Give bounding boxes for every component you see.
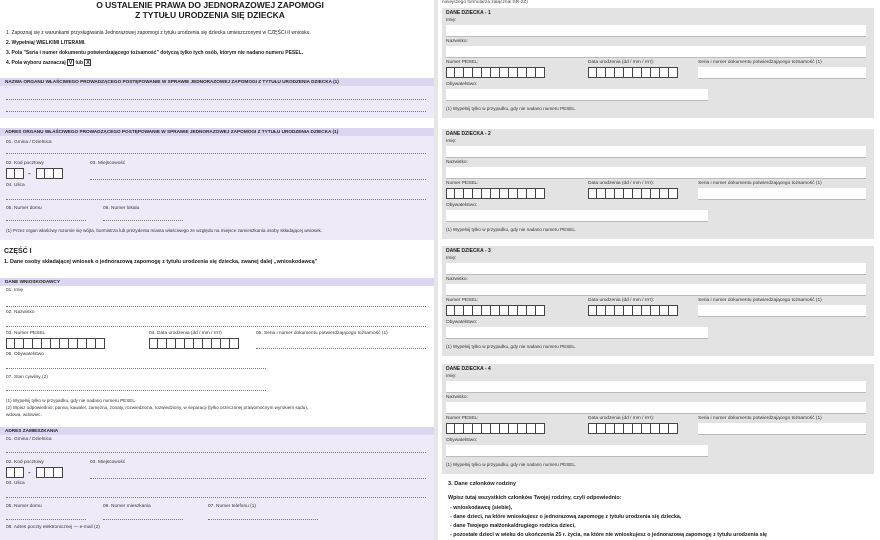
checkbox-example-cross: X — [86, 60, 90, 66]
part-1-heading: CZĘŚĆ I — [4, 248, 32, 255]
child-obyw-field[interactable] — [446, 89, 708, 101]
child-imie-label: Imię: — [446, 139, 457, 144]
top-note: niniejszego formularza załącznik SR-2Z) — [442, 0, 528, 5]
instruction-4 — [6, 59, 91, 66]
residence-nr-mieszkania-field[interactable] — [103, 519, 183, 520]
organ-name-line-1[interactable] — [6, 99, 426, 100]
title-line-1: O USTALENIE PRAWA DO JEDNORAZOWEJ ZAPOMOGI — [96, 0, 324, 10]
child-pesel-cells[interactable] — [446, 188, 545, 199]
applicant-data-ur-cells[interactable] — [149, 338, 239, 349]
applicant-pesel-cells[interactable] — [6, 338, 105, 349]
organ-gmina-label: 01. Gmina / Dzielnica — [6, 140, 52, 145]
applicant-stan-label: 07. Stan cywilny (2) — [6, 375, 48, 380]
organ-nr-lokalu-field[interactable] — [103, 220, 183, 221]
applicant-seria-field[interactable] — [256, 348, 426, 349]
family-heading: 3. Dane członków rodziny — [448, 481, 517, 487]
residence-ulica-label: 04. Ulica — [6, 481, 25, 486]
child-seria-label: Seria i numer dokumentu potwierdzającego tożsamość (1) — [698, 60, 822, 65]
child-seria-field[interactable] — [698, 67, 866, 79]
form-page-right — [438, 0, 880, 540]
child-obyw-label: Obywatelstwo: — [446, 320, 478, 325]
organ-nr-domu-field[interactable] — [6, 220, 86, 221]
child-seria-label: Seria i numer dokumentu potwierdzającego tożsamość (1) — [698, 181, 822, 186]
applicant-obywatelstwo-label: 06. Obywatelstwo — [6, 352, 44, 357]
child-pesel-label: Numer PESEL: — [446, 416, 479, 421]
organ-kod-label: 02. Kod pocztowy — [6, 161, 44, 166]
child-title: DANE DZIECKA - 2 — [446, 131, 491, 137]
child-panel-4 — [442, 364, 874, 474]
child-nazwisko-field[interactable] — [446, 402, 866, 414]
applicant-seria-label: 05. Seria i numer dokumentu potwierdzającego tożsamość (1) — [256, 331, 388, 336]
title-line-2: Z TYTUŁU URODZENIA SIĘ DZIECKA — [135, 10, 285, 20]
applicant-nazwisko-label: 02. Nazwisko — [6, 310, 35, 315]
child-data-label: Data urodzenia (dd / mm / rrrr): — [588, 181, 655, 186]
child-pesel-cells[interactable] — [446, 305, 545, 316]
family-item-4: - pozostałe dzieci w wieku do ukończenia 25 r. życia, na które nie wnioskujesz o jednorazową zapomogę z tytułu urodzenia się — [450, 532, 768, 538]
residence-miejscowosc-field[interactable] — [90, 478, 426, 479]
residence-kod-label: 02. Kod pocztowy — [6, 460, 44, 465]
applicant-imie-field[interactable] — [6, 306, 426, 307]
child-seria-field[interactable] — [698, 423, 866, 435]
child-data-cells[interactable] — [588, 188, 678, 199]
child-pesel-cells[interactable] — [446, 423, 545, 434]
residence-nr-domu-field[interactable] — [6, 519, 86, 520]
child-nazwisko-label: Nazwisko: — [446, 39, 468, 44]
child-imie-field[interactable] — [446, 381, 866, 393]
part-1-subheading: 1. Dane osoby składającej wniosek o jednorazową zapomogę z tytułu urodzenia się dziecka, zwanej dalej „wnioskodawcą” — [4, 259, 318, 265]
residence-gmina-label: 01. Gmina / Dzielnica — [6, 437, 52, 442]
child-imie-label: Imię: — [446, 18, 457, 23]
child-obyw-label: Obywatelstwo: — [446, 203, 478, 208]
child-data-cells[interactable] — [588, 67, 678, 78]
organ-name-section — [0, 86, 434, 118]
organ-gmina-field[interactable] — [6, 153, 426, 154]
residence-gmina-field[interactable] — [6, 452, 426, 453]
child-obyw-field[interactable] — [446, 327, 708, 339]
applicant-note-1: (1) Wypełnij tylko w przypadku, gdy nie nadano numeru PESEL. — [6, 398, 137, 403]
child-nazwisko-label: Nazwisko: — [446, 160, 468, 165]
family-intro: Wpisz tutaj wszystkich członków Twojej rodziny, czyli odpowiednio: — [448, 495, 622, 501]
child-seria-field[interactable] — [698, 188, 866, 200]
child-data-label: Data urodzenia (dd / mm / rrrr): — [588, 416, 655, 421]
organ-address-band: ADRES ORGANU WŁAŚCIWEGO PROWADZĄCEGO POSTĘPOWANIE W SPRAWIE JEDNORAZOWEJ ZAPOMOGI Z TYTUŁU URODZENIA DZIECKA (1) — [0, 128, 434, 136]
child-nazwisko-field[interactable] — [446, 167, 866, 179]
organ-footnote: (1) Przez organ właściwy rozumie się wójta, burmistrza lub prezydenta miasta właściwego ze względu na miejsce zamieszkania osoby składającej wniosek. — [6, 228, 323, 233]
residence-band: ADRES ZAMIESZKANIA — [0, 427, 434, 435]
applicant-imie-label: 01. Imię — [6, 288, 24, 293]
child-pesel-label: Numer PESEL: — [446, 60, 479, 65]
child-imie-field[interactable] — [446, 25, 866, 37]
residence-kod-part1[interactable] — [6, 467, 24, 478]
form-title — [80, 0, 340, 20]
child-nazwisko-label: Nazwisko: — [446, 277, 468, 282]
organ-name-line-2[interactable] — [6, 111, 426, 112]
organ-miejscowosc-field[interactable] — [90, 179, 426, 180]
family-item-1: - wnioskodawcę (siebie), — [450, 505, 513, 511]
child-title: DANE DZIECKA - 1 — [446, 10, 491, 16]
child-pesel-label: Numer PESEL: — [446, 298, 479, 303]
child-data-cells[interactable] — [588, 305, 678, 316]
organ-nr-lokalu-label: 06. Numer lokalu — [103, 206, 140, 211]
residence-telefon-field[interactable] — [208, 519, 318, 520]
organ-kod-part1[interactable] — [6, 168, 24, 179]
child-seria-label: Seria i numer dokumentu potwierdzającego tożsamość (1) — [698, 416, 822, 421]
applicant-note-2: (2) Wpisz odpowiednio: panna, kawaler, zamężna, żonaty, rozwiedziona, rozwiedziony, w separacji (tylko orzeczonej prawomocnym wyrokiem sądu), — [6, 405, 309, 410]
organ-ulica-field[interactable] — [6, 199, 426, 200]
residence-ulica-field[interactable] — [6, 497, 426, 498]
residence-nr-domu-label: 05. Numer domu — [6, 504, 42, 509]
child-note: (1) Wypełnij tylko w przypadku, gdy nie nadano numeru PESEL. — [446, 227, 577, 232]
child-pesel-label: Numer PESEL: — [446, 181, 479, 186]
checkbox-example-or: lub — [75, 59, 84, 66]
child-seria-field[interactable] — [698, 305, 866, 317]
residence-section — [0, 435, 434, 540]
applicant-nazwisko-field[interactable] — [6, 326, 426, 327]
child-note: (1) Wypełnij tylko w przypadku, gdy nie nadano numeru PESEL. — [446, 462, 577, 467]
applicant-pesel-label: 03. Numer PESEL — [6, 331, 46, 336]
residence-kod-dash: - — [28, 468, 31, 477]
child-panel-2 — [442, 129, 874, 239]
kod-dash: - — [28, 169, 31, 178]
child-panel-3 — [442, 246, 874, 356]
family-item-3: - dane Twojego małżonka/drugiego rodzica dzieci, — [450, 523, 576, 529]
residence-email-label: 08. Adres poczty elektronicznej — e-mail (2) — [6, 525, 100, 530]
child-data-label: Data urodzenia (dd / mm / rrrr): — [588, 60, 655, 65]
form-page-left — [0, 0, 434, 540]
residence-telefon-label: 07. Numer telefonu (1) — [208, 504, 256, 509]
child-note: (1) Wypełnij tylko w przypadku, gdy nie nadano numeru PESEL. — [446, 106, 577, 111]
organ-kod-part2[interactable] — [36, 168, 63, 179]
child-data-label: Data urodzenia (dd / mm / rrrr): — [588, 298, 655, 303]
child-obyw-label: Obywatelstwo: — [446, 438, 478, 443]
child-pesel-cells[interactable] — [446, 67, 545, 78]
child-panel-1 — [442, 8, 874, 118]
residence-miejscowosc-label: 03. Miejscowość — [90, 460, 126, 465]
applicant-obywatelstwo-field[interactable] — [6, 368, 266, 369]
organ-name-band: NAZWA ORGANU WŁAŚCIWEGO PROWADZĄCEGO POSTĘPOWANIE W SPRAWIE JEDNORAZOWEJ ZAPOMOGI Z TYTUŁU URODZENIA DZIECKA (1) — [0, 78, 434, 86]
organ-miejscowosc-label: 03. Miejscowość — [90, 161, 126, 166]
child-note: (1) Wypełnij tylko w przypadku, gdy nie nadano numeru PESEL. — [446, 344, 577, 349]
applicant-section — [0, 286, 434, 426]
family-item-2: - dane dzieci, na które wnioskujesz o jednorazową zapomogę z tytułu urodzenia się dziecka, — [450, 514, 682, 520]
instruction-2: 2. Wypełniaj WIELKIMI LITERAMI. — [6, 40, 86, 46]
child-imie-label: Imię: — [446, 374, 457, 379]
checkbox-example-check: V — [68, 60, 73, 66]
organ-address-section — [0, 136, 434, 240]
instruction-1: 1. Zapoznaj się z warunkami przysługiwania Jednorazowej zapomogi z tytułu urodzenia się dziecka umieszczonymi w CZĘŚCI II wniosku. — [6, 30, 311, 36]
residence-kod-part2[interactable] — [36, 467, 63, 478]
child-obyw-label: Obywatelstwo: — [446, 82, 478, 87]
child-obyw-field[interactable] — [446, 445, 708, 457]
child-title: DANE DZIECKA - 3 — [446, 248, 491, 254]
child-seria-label: Seria i numer dokumentu potwierdzającego tożsamość (1) — [698, 298, 822, 303]
applicant-note-3: wdowa, wdowiec. — [6, 412, 42, 417]
child-imie-field[interactable] — [446, 146, 866, 158]
child-nazwisko-field[interactable] — [446, 284, 866, 296]
instruction-3: 3. Pola "Seria i numer dokumentu potwierdzającego tożsamość" dotyczą tylko tych osób, którym nie nadano numeru PESEL. — [6, 50, 304, 56]
applicant-data-ur-label: 04. Data urodzenia (dd / mm / rrrr) — [149, 331, 222, 336]
child-nazwisko-field[interactable] — [446, 46, 866, 58]
applicant-band: DANE WNIOSKODAWCY — [0, 278, 434, 286]
organ-ulica-label: 04. Ulica — [6, 183, 25, 188]
child-imie-label: Imię: — [446, 256, 457, 261]
organ-nr-domu-label: 05. Numer domu — [6, 206, 42, 211]
child-obyw-field[interactable] — [446, 210, 708, 222]
child-nazwisko-label: Nazwisko: — [446, 395, 468, 400]
child-title: DANE DZIECKA - 4 — [446, 366, 491, 372]
instruction-4-text: 4. Pola wyboru zaznaczaj — [6, 59, 66, 66]
residence-nr-mieszkania-label: 06. Numer mieszkania — [103, 504, 151, 509]
applicant-stan-field[interactable] — [6, 390, 266, 391]
child-imie-field[interactable] — [446, 263, 866, 275]
child-data-cells[interactable] — [588, 423, 678, 434]
